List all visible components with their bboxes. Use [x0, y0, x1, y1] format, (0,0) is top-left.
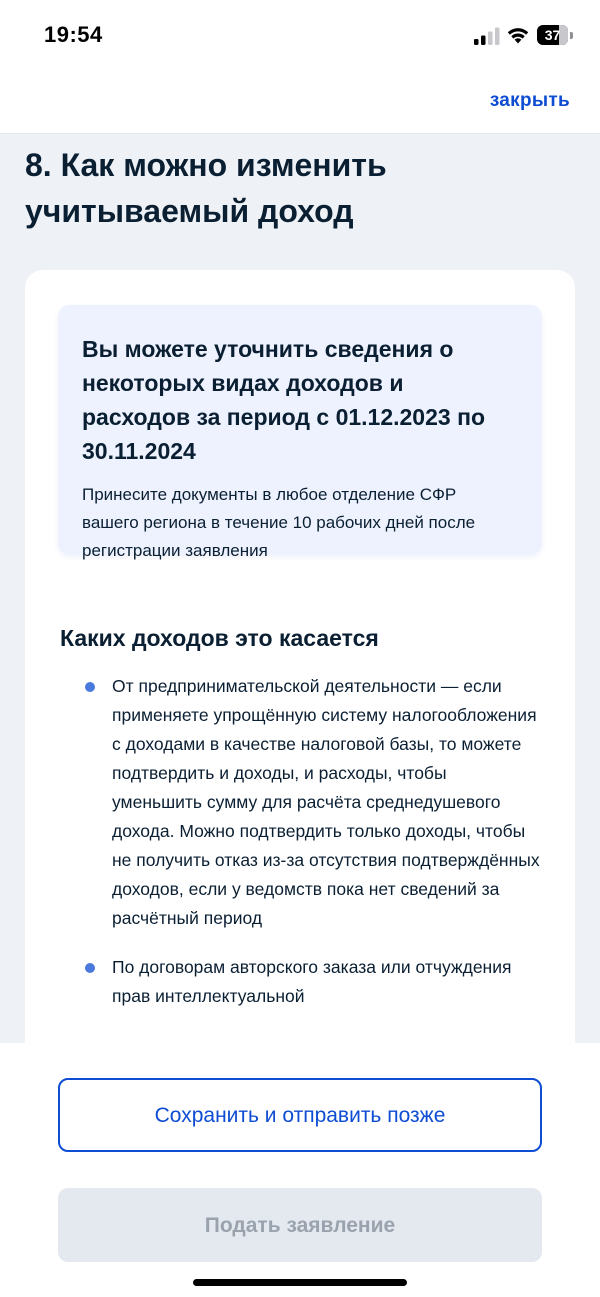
home-indicator[interactable] — [193, 1279, 407, 1286]
save-later-button[interactable]: Сохранить и отправить позже — [58, 1078, 542, 1152]
wifi-icon — [506, 26, 530, 44]
section-heading: Каких доходов это касается — [60, 625, 379, 651]
content-card — [25, 270, 575, 1170]
page-title: 8. Как можно изменить учитываемый доход — [25, 147, 387, 229]
battery-level: 37 — [544, 27, 561, 43]
close-link[interactable]: закрыть — [489, 90, 570, 111]
status-bar — [0, 0, 600, 70]
battery-icon — [537, 25, 573, 45]
signal-icon — [474, 27, 500, 45]
info-text: Принесите документы в любое отделение СФР вашего региона в течение 10 рабочих дней после регистрации заявления — [82, 485, 476, 560]
list-item — [60, 672, 540, 933]
bullet-icon — [85, 682, 95, 692]
submit-button[interactable]: Подать заявление — [58, 1188, 542, 1262]
income-list — [60, 672, 540, 1031]
list-item-text: По договорам авторского заказа или отчуждения прав интеллектуальной — [112, 957, 512, 1006]
info-box — [58, 305, 542, 560]
info-heading: Вы можете уточнить сведения о некоторых видах доходов и расходов за период с 01.12.2023 по 30.11.2024 — [82, 336, 486, 464]
bottom-action-panel — [0, 1043, 600, 1297]
nav-header — [0, 70, 600, 134]
list-item-text: От предпринимательской деятельности — если применяете упрощённую систему налогообложения с доходами в качестве налоговой базы, то можете подтвердить и доходы, и расходы, чтобы уменьшить сумму для расчёта среднедушевого дохода. Можно подтвердить только доходы, чтобы не получить отказ из-за отсутствия подтверждённых доходов, если у ведомств пока нет сведений за расчётный период — [112, 676, 540, 928]
list-item — [60, 953, 540, 1011]
status-time: 19:54 — [44, 22, 103, 47]
bullet-icon — [85, 963, 95, 973]
